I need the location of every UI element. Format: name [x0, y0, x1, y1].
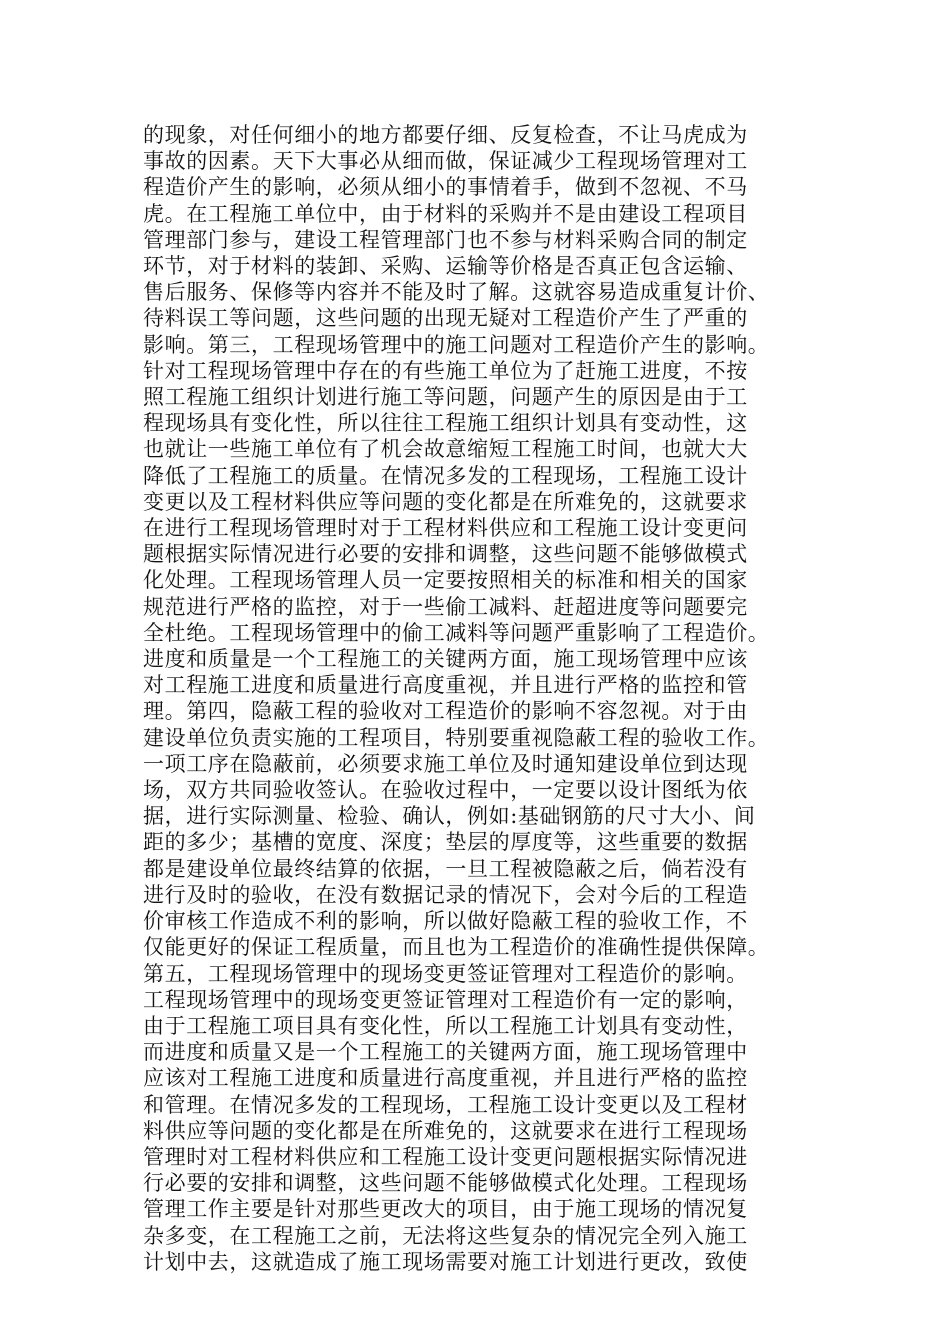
body-text [143, 122, 815, 1275]
text-line: 一项工序在隐蔽前，必须要求施工单位及时通知建设单位到达现 [143, 751, 748, 776]
text-line: 化处理。工程现场管理人员一定要按照相关的标准和相关的国家 [143, 568, 748, 593]
text-line: 管理时对工程材料供应和工程施工设计变更问题根据实际情况进 [143, 1144, 748, 1169]
text-line: 在进行工程现场管理时对于工程材料供应和工程施工设计变更问 [143, 516, 748, 541]
text-line: 全杜绝。工程现场管理中的偷工减料等问题严重影响了工程造价。 [143, 620, 770, 645]
text-line: 进度和质量是一个工程施工的关键两方面，施工现场管理中应该 [143, 647, 748, 672]
text-line: 影响。第三，工程现场管理中的施工问题对工程造价产生的影响。 [143, 332, 770, 357]
text-line: 管理部门参与，建设工程管理部门也不参与材料采购合同的制定 [143, 227, 748, 252]
text-line: 程现场具有变化性，所以往往工程施工组织计划具有变动性，这 [143, 411, 748, 436]
text-line: 环节，对于材料的装卸、采购、运输等价格是否真正包含运输、 [143, 254, 748, 279]
text-line: 和管理。在情况多发的工程现场，工程施工设计变更以及工程材 [143, 1092, 748, 1117]
text-line: 应该对工程施工进度和质量进行高度重视，并且进行严格的监控 [143, 1066, 748, 1091]
text-line: 管理工作主要是针对那些更改大的项目，由于施工现场的情况复 [143, 1197, 748, 1222]
text-line: 杂多变，在工程施工之前，无法将这些复杂的情况完全列入施工 [143, 1223, 748, 1248]
text-line: 由于工程施工项目具有变化性，所以工程施工计划具有变动性， [143, 1013, 748, 1038]
text-line: 行必要的安排和调整，这些问题不能够做模式化处理。工程现场 [143, 1171, 748, 1196]
text-line: 售后服务、保修等内容并不能及时了解。这就容易造成重复计价、 [143, 280, 770, 305]
text-line: 题根据实际情况进行必要的安排和调整，这些问题不能够做模式 [143, 542, 748, 567]
text-line: 场，双方共同验收签认。在验收过程中，一定要以设计图纸为依 [143, 778, 748, 803]
text-line: 建设单位负责实施的工程项目，特别要重视隐蔽工程的验收工作。 [143, 725, 770, 750]
text-line: 仅能更好的保证工程质量，而且也为工程造价的准确性提供保障。 [143, 935, 770, 960]
text-line: 程造价产生的影响，必须从细小的事情着手，做到不忽视、不马 [143, 175, 748, 200]
text-line: 规范进行严格的监控，对于一些偷工减料、赶超进度等问题要完 [143, 594, 748, 619]
text-line: 照工程施工组织计划进行施工等问题，问题产生的原因是由于工 [143, 385, 748, 410]
text-line: 工程现场管理中的现场变更签证管理对工程造价有一定的影响， [143, 987, 748, 1012]
text-line: 价审核工作造成不利的影响，所以做好隐蔽工程的验收工作，不 [143, 909, 748, 934]
text-line: 对工程施工进度和质量进行高度重视，并且进行严格的监控和管 [143, 673, 748, 698]
text-line: 第五，工程现场管理中的现场变更签证管理对工程造价的影响。 [143, 961, 748, 986]
text-line: 虎。在工程施工单位中，由于材料的采购并不是由建设工程项目 [143, 201, 748, 226]
text-line: 计划中去，这就造成了施工现场需要对施工计划进行更改，致使 [143, 1249, 748, 1274]
text-line: 针对工程现场管理中存在的有些施工单位为了赶施工进度，不按 [143, 358, 748, 383]
text-line: 料供应等问题的变化都是在所难免的，这就要求在进行工程现场 [143, 1118, 748, 1143]
text-line: 的现象，对任何细小的地方都要仔细、反复检查，不让马虎成为 [143, 123, 748, 147]
text-line: 距的多少；基槽的宽度、深度；垫层的厚度等，这些重要的数据 [143, 830, 748, 855]
text-line: 也就让一些施工单位有了机会故意缩短工程施工时间，也就大大 [143, 437, 748, 462]
text-line: 待料误工等问题，这些问题的出现无疑对工程造价产生了严重的 [143, 306, 748, 331]
text-line: 事故的因素。天下大事必从细而做，保证减少工程现场管理对工 [143, 149, 748, 174]
text-line: 据，进行实际测量、检验、确认，例如:基础钢筋的尺寸大小、间 [143, 804, 756, 829]
text-line: 进行及时的验收，在没有数据记录的情况下，会对今后的工程造 [143, 882, 748, 907]
text-line: 而进度和质量又是一个工程施工的关键两方面，施工现场管理中 [143, 1040, 748, 1065]
text-line: 理。第四，隐蔽工程的验收对工程造价的影响不容忽视。对于由 [143, 699, 748, 724]
text-line: 变更以及工程材料供应等问题的变化都是在所难免的，这就要求 [143, 489, 748, 514]
text-line: 都是建设单位最终结算的依据，一旦工程被隐蔽之后，倘若没有 [143, 856, 748, 881]
text-line: 降低了工程施工的质量。在情况多发的工程现场，工程施工设计 [143, 463, 748, 488]
